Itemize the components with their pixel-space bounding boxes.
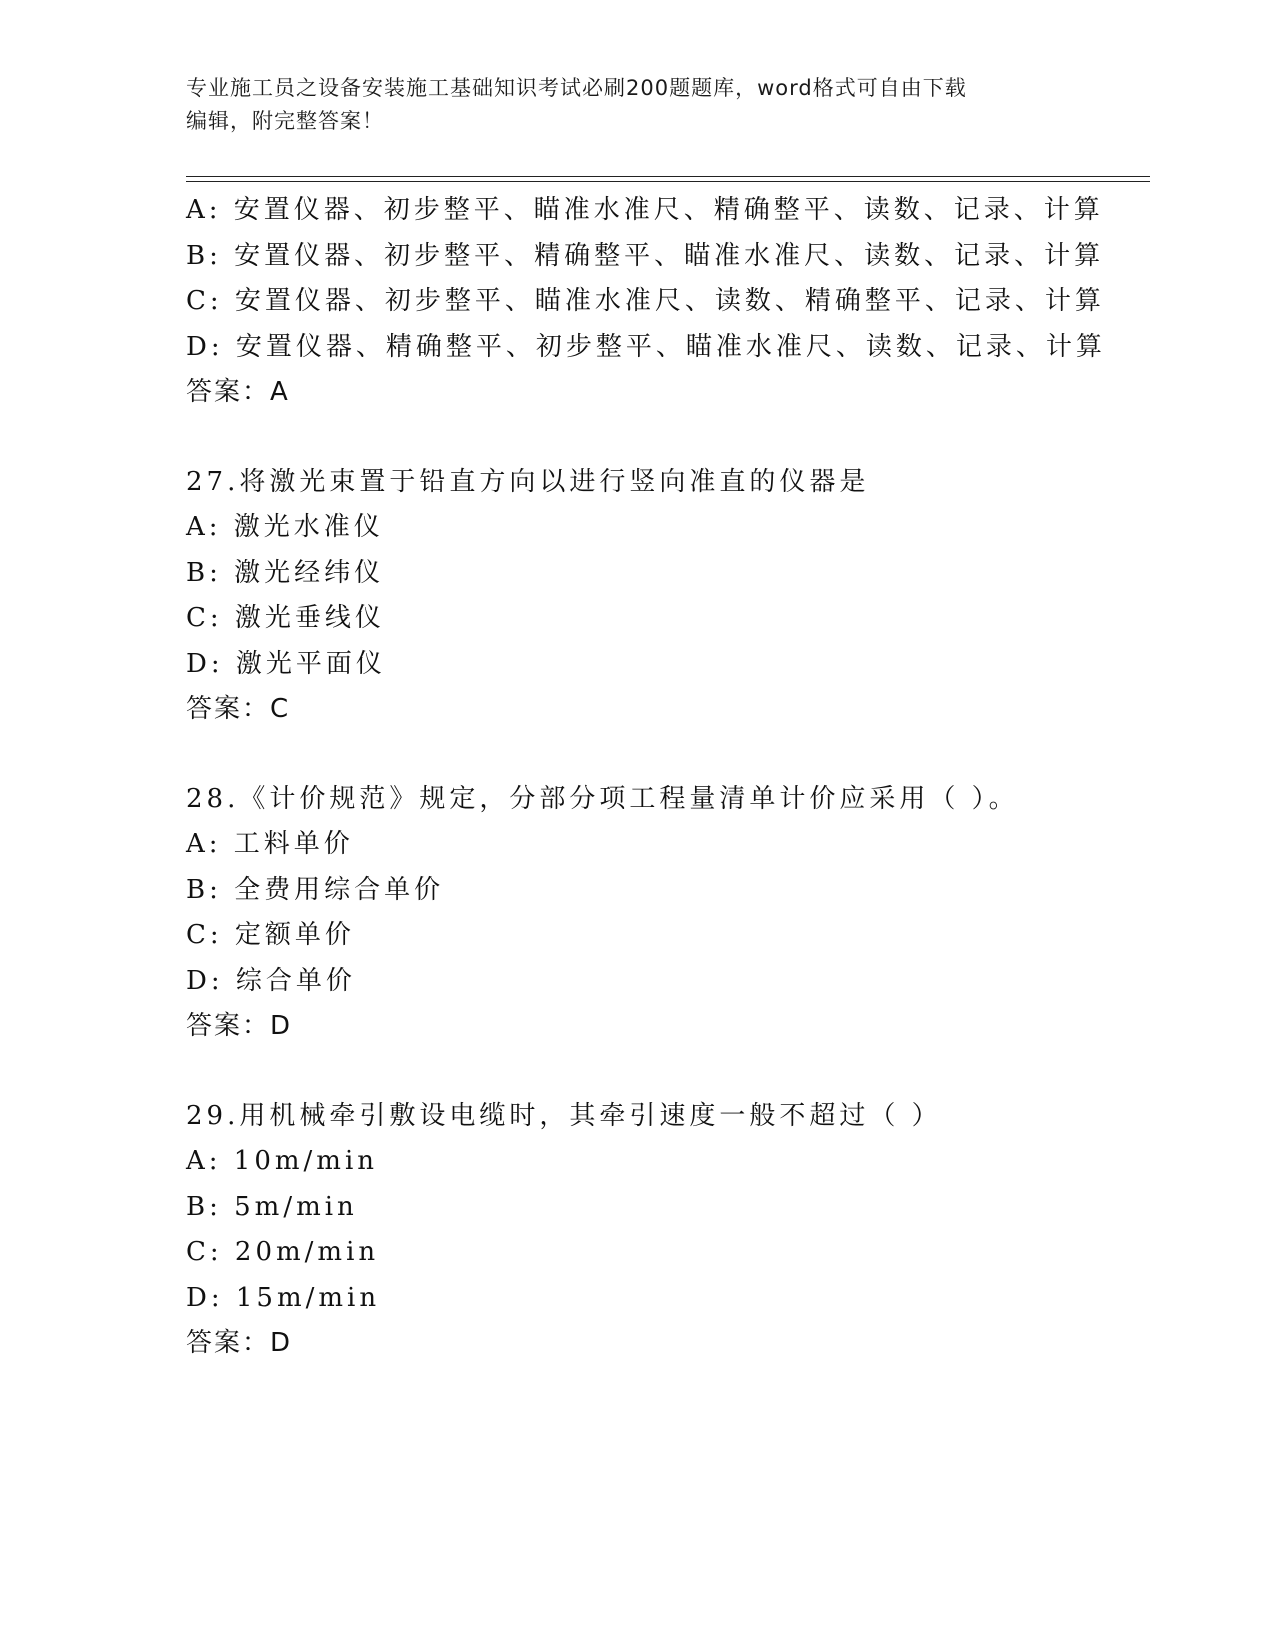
question-29 xyxy=(186,1094,1146,1367)
option-a: A: 安置仪器、初步整平、瞄准水准尺、精确整平、读数、记录、计算 xyxy=(186,195,1104,225)
header-title-line-2: 编辑，附完整答案！ xyxy=(186,109,384,133)
option-b: B: 5m/min xyxy=(186,1191,358,1222)
option-d: D: 安置仪器、精确整平、初步整平、瞄准水准尺、读数、记录、计算 xyxy=(186,331,1106,362)
question-list xyxy=(186,188,1146,1367)
option-b: B: 全费用综合单价 xyxy=(186,874,445,905)
spacer xyxy=(186,1050,1146,1094)
option-c: C: 定额单价 xyxy=(186,920,355,950)
option-c: C: 20m/min xyxy=(186,1237,380,1267)
option-c: C: 安置仪器、初步整平、瞄准水准尺、读数、精确整平、记录、计算 xyxy=(186,286,1105,316)
question-text: 29.用机械牵引敷设电缆时，其牵引速度一般不超过（ ） xyxy=(186,1100,942,1131)
header-title-line-1: 专业施工员之设备安装施工基础知识考试必刷200题题库，word格式可自由下载 xyxy=(186,76,967,100)
spacer xyxy=(186,416,1146,460)
question-26 xyxy=(186,188,1146,416)
option-d: D: 激光平面仪 xyxy=(186,648,386,679)
question-text: 27.将激光束置于铅直方向以进行竖向准直的仪器是 xyxy=(186,466,870,497)
answer: 答案：A xyxy=(186,377,290,407)
option-c: C: 激光垂线仪 xyxy=(186,603,385,633)
question-text: 28.《计价规范》规定，分部分项工程量清单计价应采用（ ）。 xyxy=(186,783,1019,814)
answer: 答案：D xyxy=(186,1011,293,1041)
question-27 xyxy=(186,460,1146,733)
spacer xyxy=(186,733,1146,777)
option-a: A: 工料单价 xyxy=(186,829,354,859)
option-b: B: 安置仪器、初步整平、精确整平、瞄准水准尺、读数、记录、计算 xyxy=(186,240,1105,271)
document-header xyxy=(186,72,1086,138)
option-b: B: 激光经纬仪 xyxy=(186,557,385,588)
option-a: A: 10m/min xyxy=(186,1146,379,1176)
answer: 答案：C xyxy=(186,694,291,724)
option-a: A: 激光水准仪 xyxy=(186,512,384,542)
header-divider-top xyxy=(186,176,1150,177)
option-d: D: 综合单价 xyxy=(186,965,356,996)
answer: 答案：D xyxy=(186,1328,293,1358)
option-d: D: 15m/min xyxy=(186,1282,381,1313)
header-divider-bottom xyxy=(186,181,1150,182)
question-28 xyxy=(186,777,1146,1050)
